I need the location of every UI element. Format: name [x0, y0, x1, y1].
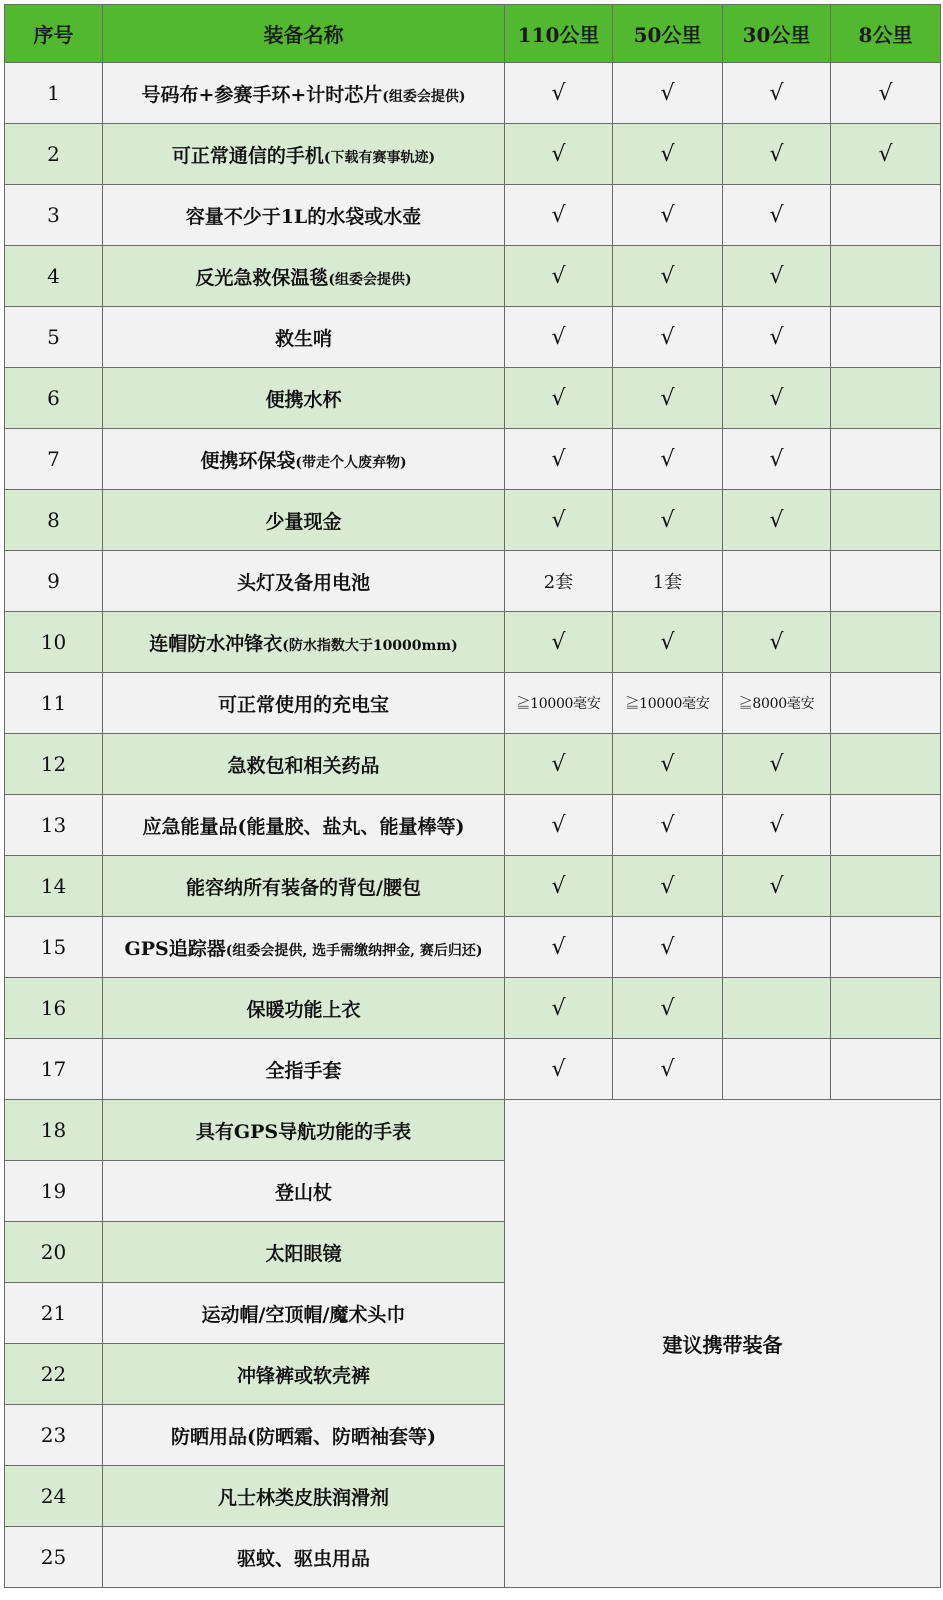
requirement-50km: √ — [613, 185, 723, 246]
equipment-table — [4, 4, 941, 1588]
requirement-110km: √ — [505, 856, 613, 917]
equipment-note: (组委会提供, 选手需缴纳押金, 赛后归还) — [225, 942, 483, 959]
requirement-50km: √ — [613, 124, 723, 185]
requirement-50km: ≧10000毫安 — [613, 673, 723, 734]
equipment-name: 全指手套 — [265, 1059, 342, 1082]
table-row — [5, 246, 941, 307]
requirement-110km: √ — [505, 307, 613, 368]
equipment-name-cell — [103, 612, 505, 673]
requirement-8km — [831, 612, 941, 673]
requirement-30km: √ — [723, 856, 831, 917]
requirement-8km — [831, 1039, 941, 1100]
requirement-30km: √ — [723, 368, 831, 429]
equipment-name-cell — [103, 185, 505, 246]
equipment-name-cell — [103, 368, 505, 429]
requirement-110km: √ — [505, 124, 613, 185]
requirement-30km — [723, 917, 831, 978]
row-index: 18 — [5, 1100, 103, 1161]
equipment-name-cell — [103, 124, 505, 185]
table-body — [5, 63, 941, 1588]
row-index: 12 — [5, 734, 103, 795]
requirement-30km: √ — [723, 429, 831, 490]
row-index: 1 — [5, 63, 103, 124]
equipment-name-cell — [103, 978, 505, 1039]
requirement-8km — [831, 734, 941, 795]
requirement-50km: 1套 — [613, 551, 723, 612]
requirement-30km: √ — [723, 307, 831, 368]
equipment-name: 头灯及备用电池 — [236, 571, 370, 594]
requirement-110km: √ — [505, 185, 613, 246]
requirement-8km — [831, 246, 941, 307]
row-index: 10 — [5, 612, 103, 673]
table-row — [5, 429, 941, 490]
requirement-50km: √ — [613, 368, 723, 429]
requirement-50km: √ — [613, 795, 723, 856]
requirement-8km — [831, 978, 941, 1039]
table-row — [5, 673, 941, 734]
requirement-8km — [831, 307, 941, 368]
equipment-name-cell — [103, 551, 505, 612]
requirement-8km: √ — [831, 124, 941, 185]
equipment-note: (组委会提供) — [382, 88, 466, 105]
row-index: 23 — [5, 1405, 103, 1466]
row-index: 17 — [5, 1039, 103, 1100]
table-row — [5, 612, 941, 673]
requirement-8km — [831, 429, 941, 490]
requirement-8km — [831, 856, 941, 917]
requirement-30km — [723, 551, 831, 612]
header-index: 序号 — [5, 5, 103, 63]
equipment-name-cell — [103, 63, 505, 124]
equipment-name: 急救包和相关药品 — [227, 754, 380, 777]
table-row — [5, 795, 941, 856]
requirement-50km: √ — [613, 734, 723, 795]
row-index: 22 — [5, 1344, 103, 1405]
requirement-110km: ≧10000毫安 — [505, 673, 613, 734]
row-index: 19 — [5, 1161, 103, 1222]
requirement-50km: √ — [613, 307, 723, 368]
requirement-110km: √ — [505, 1039, 613, 1100]
table-row — [5, 734, 941, 795]
table-row — [5, 124, 941, 185]
equipment-name: 可正常通信的手机 — [171, 144, 324, 167]
header-30km: 30公里 — [723, 5, 831, 63]
equipment-name-cell — [103, 429, 505, 490]
equipment-note: (组委会提供) — [328, 271, 412, 288]
table-row — [5, 307, 941, 368]
row-index: 25 — [5, 1527, 103, 1588]
row-index: 11 — [5, 673, 103, 734]
equipment-name: 具有GPS导航功能的手表 — [195, 1120, 412, 1143]
equipment-name-cell — [103, 307, 505, 368]
table-row — [5, 856, 941, 917]
table-row — [5, 63, 941, 124]
requirement-50km: √ — [613, 612, 723, 673]
row-index: 4 — [5, 246, 103, 307]
equipment-note: (防水指数大于10000mm) — [282, 637, 458, 654]
row-index: 24 — [5, 1466, 103, 1527]
table-row — [5, 917, 941, 978]
row-index: 5 — [5, 307, 103, 368]
equipment-name: 保暖功能上衣 — [246, 998, 361, 1021]
row-index: 6 — [5, 368, 103, 429]
requirement-8km — [831, 917, 941, 978]
requirement-8km — [831, 490, 941, 551]
header-8km: 8公里 — [831, 5, 941, 63]
equipment-name-cell — [103, 673, 505, 734]
requirement-8km: √ — [831, 63, 941, 124]
requirement-8km — [831, 185, 941, 246]
equipment-name-cell — [103, 1039, 505, 1100]
requirement-110km: √ — [505, 246, 613, 307]
requirement-30km: √ — [723, 185, 831, 246]
table-row — [5, 551, 941, 612]
row-index: 8 — [5, 490, 103, 551]
equipment-name-cell — [103, 734, 505, 795]
equipment-name-cell — [103, 917, 505, 978]
requirement-30km: √ — [723, 124, 831, 185]
equipment-note: (下载有赛事轨迹) — [323, 149, 436, 166]
equipment-name: 驱蚊、驱虫用品 — [236, 1547, 370, 1570]
requirement-110km: √ — [505, 368, 613, 429]
table-row — [5, 978, 941, 1039]
requirement-8km — [831, 795, 941, 856]
requirement-30km — [723, 978, 831, 1039]
requirement-30km: √ — [723, 246, 831, 307]
equipment-name-cell — [103, 856, 505, 917]
row-index: 9 — [5, 551, 103, 612]
table-row — [5, 185, 941, 246]
equipment-name: 反光急救保温毯 — [195, 266, 329, 289]
requirement-50km: √ — [613, 856, 723, 917]
equipment-name: 容量不少于1L的水袋或水壶 — [185, 205, 422, 228]
requirement-50km: √ — [613, 490, 723, 551]
requirement-110km: √ — [505, 917, 613, 978]
header-110km: 110公里 — [505, 5, 613, 63]
requirement-8km — [831, 551, 941, 612]
header-row — [5, 5, 941, 63]
requirement-30km: √ — [723, 63, 831, 124]
row-index: 14 — [5, 856, 103, 917]
equipment-name: 便携水杯 — [265, 388, 342, 411]
requirement-30km: √ — [723, 795, 831, 856]
equipment-name: 便携环保袋 — [200, 449, 296, 472]
requirement-50km: √ — [613, 63, 723, 124]
requirement-110km: √ — [505, 978, 613, 1039]
table-row — [5, 1100, 941, 1161]
row-index: 7 — [5, 429, 103, 490]
equipment-name: 太阳眼镜 — [265, 1242, 342, 1265]
equipment-name-cell — [103, 490, 505, 551]
requirement-110km: √ — [505, 63, 613, 124]
equipment-name-cell — [103, 795, 505, 856]
equipment-name-cell — [103, 1405, 505, 1466]
requirement-110km: 2套 — [505, 551, 613, 612]
row-index: 20 — [5, 1222, 103, 1283]
requirement-50km: √ — [613, 917, 723, 978]
equipment-name-cell — [103, 1344, 505, 1405]
equipment-name-cell — [103, 1222, 505, 1283]
requirement-30km: √ — [723, 490, 831, 551]
row-index: 2 — [5, 124, 103, 185]
row-index: 13 — [5, 795, 103, 856]
equipment-note: (带走个人废弃物) — [295, 454, 407, 471]
suggested-equipment-label: 建议携带装备 — [505, 1100, 941, 1588]
requirement-8km — [831, 673, 941, 734]
requirement-110km: √ — [505, 612, 613, 673]
equipment-name: 连帽防水冲锋衣 — [149, 632, 283, 655]
requirement-110km: √ — [505, 734, 613, 795]
requirement-30km: √ — [723, 612, 831, 673]
header-50km: 50公里 — [613, 5, 723, 63]
requirement-30km: ≧8000毫安 — [723, 673, 831, 734]
row-index: 3 — [5, 185, 103, 246]
equipment-name: 凡士林类皮肤润滑剂 — [217, 1486, 389, 1509]
equipment-name-cell — [103, 1466, 505, 1527]
header-equipment-name: 装备名称 — [103, 5, 505, 63]
equipment-name: GPS追踪器 — [124, 937, 226, 960]
equipment-name-cell — [103, 1283, 505, 1344]
row-index: 15 — [5, 917, 103, 978]
row-index: 16 — [5, 978, 103, 1039]
requirement-110km: √ — [505, 795, 613, 856]
requirement-110km: √ — [505, 490, 613, 551]
equipment-name-cell — [103, 1527, 505, 1588]
requirement-50km: √ — [613, 246, 723, 307]
equipment-name: 冲锋裤或软壳裤 — [236, 1364, 370, 1387]
requirement-8km — [831, 368, 941, 429]
requirement-50km: √ — [613, 978, 723, 1039]
equipment-name: 登山杖 — [274, 1181, 332, 1204]
requirement-50km: √ — [613, 1039, 723, 1100]
equipment-name: 应急能量品(能量胶、盐丸、能量棒等) — [142, 815, 465, 838]
table-row — [5, 490, 941, 551]
requirement-50km: √ — [613, 429, 723, 490]
table-row — [5, 368, 941, 429]
equipment-name: 运动帽/空顶帽/魔术头巾 — [201, 1303, 406, 1326]
equipment-name: 少量现金 — [265, 510, 342, 533]
equipment-name: 能容纳所有装备的背包/腰包 — [186, 876, 421, 899]
requirement-110km: √ — [505, 429, 613, 490]
equipment-name: 号码布+参赛手环+计时芯片 — [141, 83, 383, 106]
requirement-30km — [723, 1039, 831, 1100]
requirement-30km: √ — [723, 734, 831, 795]
equipment-name: 救生哨 — [274, 327, 332, 350]
equipment-name-cell — [103, 246, 505, 307]
equipment-name: 可正常使用的充电宝 — [217, 693, 389, 716]
equipment-name-cell — [103, 1161, 505, 1222]
row-index: 21 — [5, 1283, 103, 1344]
equipment-name: 防晒用品(防晒霜、防晒袖套等) — [171, 1425, 436, 1448]
table-row — [5, 1039, 941, 1100]
equipment-name-cell — [103, 1100, 505, 1161]
